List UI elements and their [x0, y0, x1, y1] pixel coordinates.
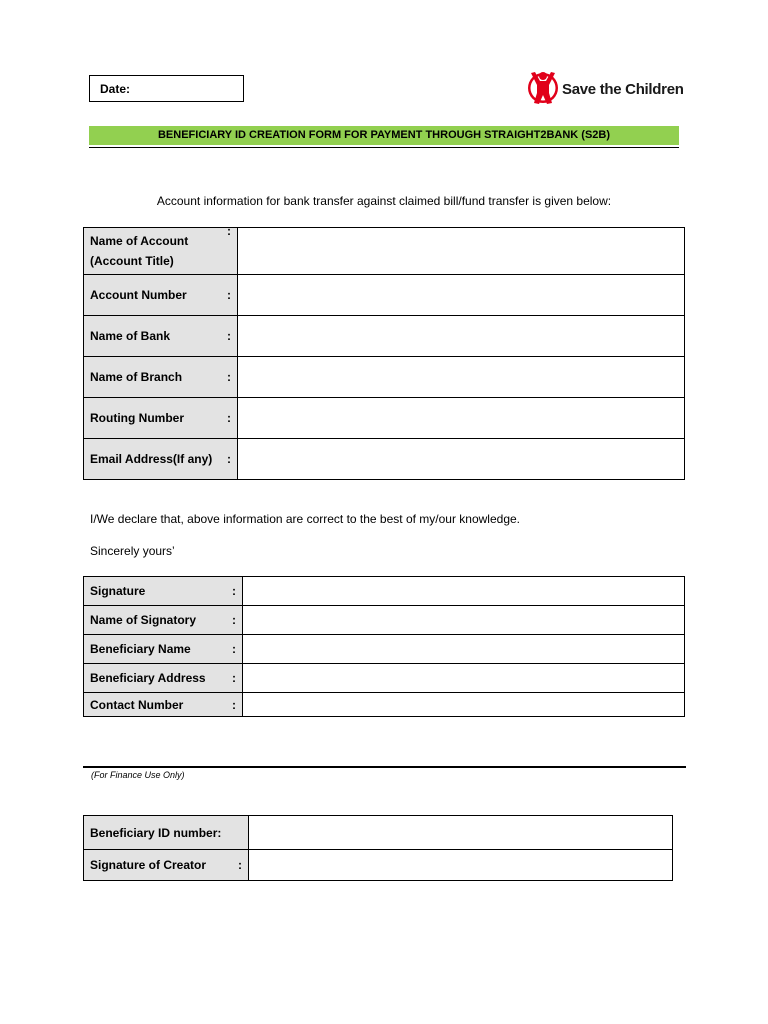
finance-divider: [83, 766, 686, 768]
signatory-name-input[interactable]: [243, 606, 685, 635]
email-input[interactable]: [238, 439, 685, 480]
signature-input[interactable]: [243, 577, 685, 606]
table-row: [84, 228, 685, 275]
signatory-name-label: Name of Signatory :: [84, 606, 243, 635]
account-name-input[interactable]: [238, 228, 685, 275]
account-number-label: Account Number :: [84, 275, 238, 316]
branch-name-label: Name of Branch :: [84, 357, 238, 398]
beneficiary-name-label: Beneficiary Name :: [84, 635, 243, 664]
table-row: [84, 316, 685, 357]
beneficiary-name-input[interactable]: [243, 635, 685, 664]
finance-table: [83, 815, 673, 881]
email-label: Email Address(If any) :: [84, 439, 238, 480]
closing-text: Sincerely yours’: [90, 544, 175, 558]
table-row: [84, 850, 673, 881]
bank-name-input[interactable]: [238, 316, 685, 357]
account-name-label-line2: (Account Title): [90, 254, 174, 268]
table-row: [84, 439, 685, 480]
account-info-table: [83, 224, 685, 480]
creator-signature-label: Signature of Creator :: [84, 850, 249, 881]
child-figure-icon: [526, 67, 560, 107]
table-row: [84, 664, 685, 693]
beneficiary-address-label: Beneficiary Address :: [84, 664, 243, 693]
table-row: [84, 357, 685, 398]
save-the-children-logo: [526, 67, 691, 107]
form-title: BENEFICIARY ID CREATION FORM FOR PAYMENT THROUGH STRAIGHT2BANK (S2B): [89, 126, 679, 145]
account-name-label-line1: Name of Account: [90, 234, 189, 248]
contact-number-label: Contact Number :: [84, 693, 243, 717]
table-row: [84, 635, 685, 664]
table-row: [84, 606, 685, 635]
logo-text: Save the Children: [562, 81, 684, 98]
account-number-input[interactable]: [238, 275, 685, 316]
creator-signature-input[interactable]: [249, 850, 673, 881]
table-row: [84, 398, 685, 439]
table-row: [84, 577, 685, 606]
routing-number-label: Routing Number :: [84, 398, 238, 439]
title-divider: [89, 147, 679, 148]
beneficiary-id-input[interactable]: [249, 816, 673, 850]
date-field[interactable]: [89, 75, 244, 102]
bank-name-label: Name of Bank :: [84, 316, 238, 357]
table-row: [84, 275, 685, 316]
beneficiary-address-input[interactable]: [243, 664, 685, 693]
account-name-label: [84, 224, 238, 275]
contact-number-input[interactable]: [243, 693, 685, 717]
table-row: [84, 816, 673, 850]
declaration-text: I/We declare that, above information are correct to the best of my/our knowledge.: [90, 512, 521, 526]
table-row: [84, 693, 685, 717]
routing-number-input[interactable]: [238, 398, 685, 439]
beneficiary-id-label: Beneficiary ID number:: [84, 816, 249, 850]
intro-text: Account information for bank transfer against claimed bill/fund transfer is given below:: [156, 194, 612, 208]
signature-label: Signature :: [84, 577, 243, 606]
finance-note: (For Finance Use Only): [91, 770, 185, 780]
date-label: Date:: [100, 82, 131, 96]
branch-name-input[interactable]: [238, 357, 685, 398]
colon: :: [227, 224, 231, 238]
signatory-table: [83, 576, 685, 717]
